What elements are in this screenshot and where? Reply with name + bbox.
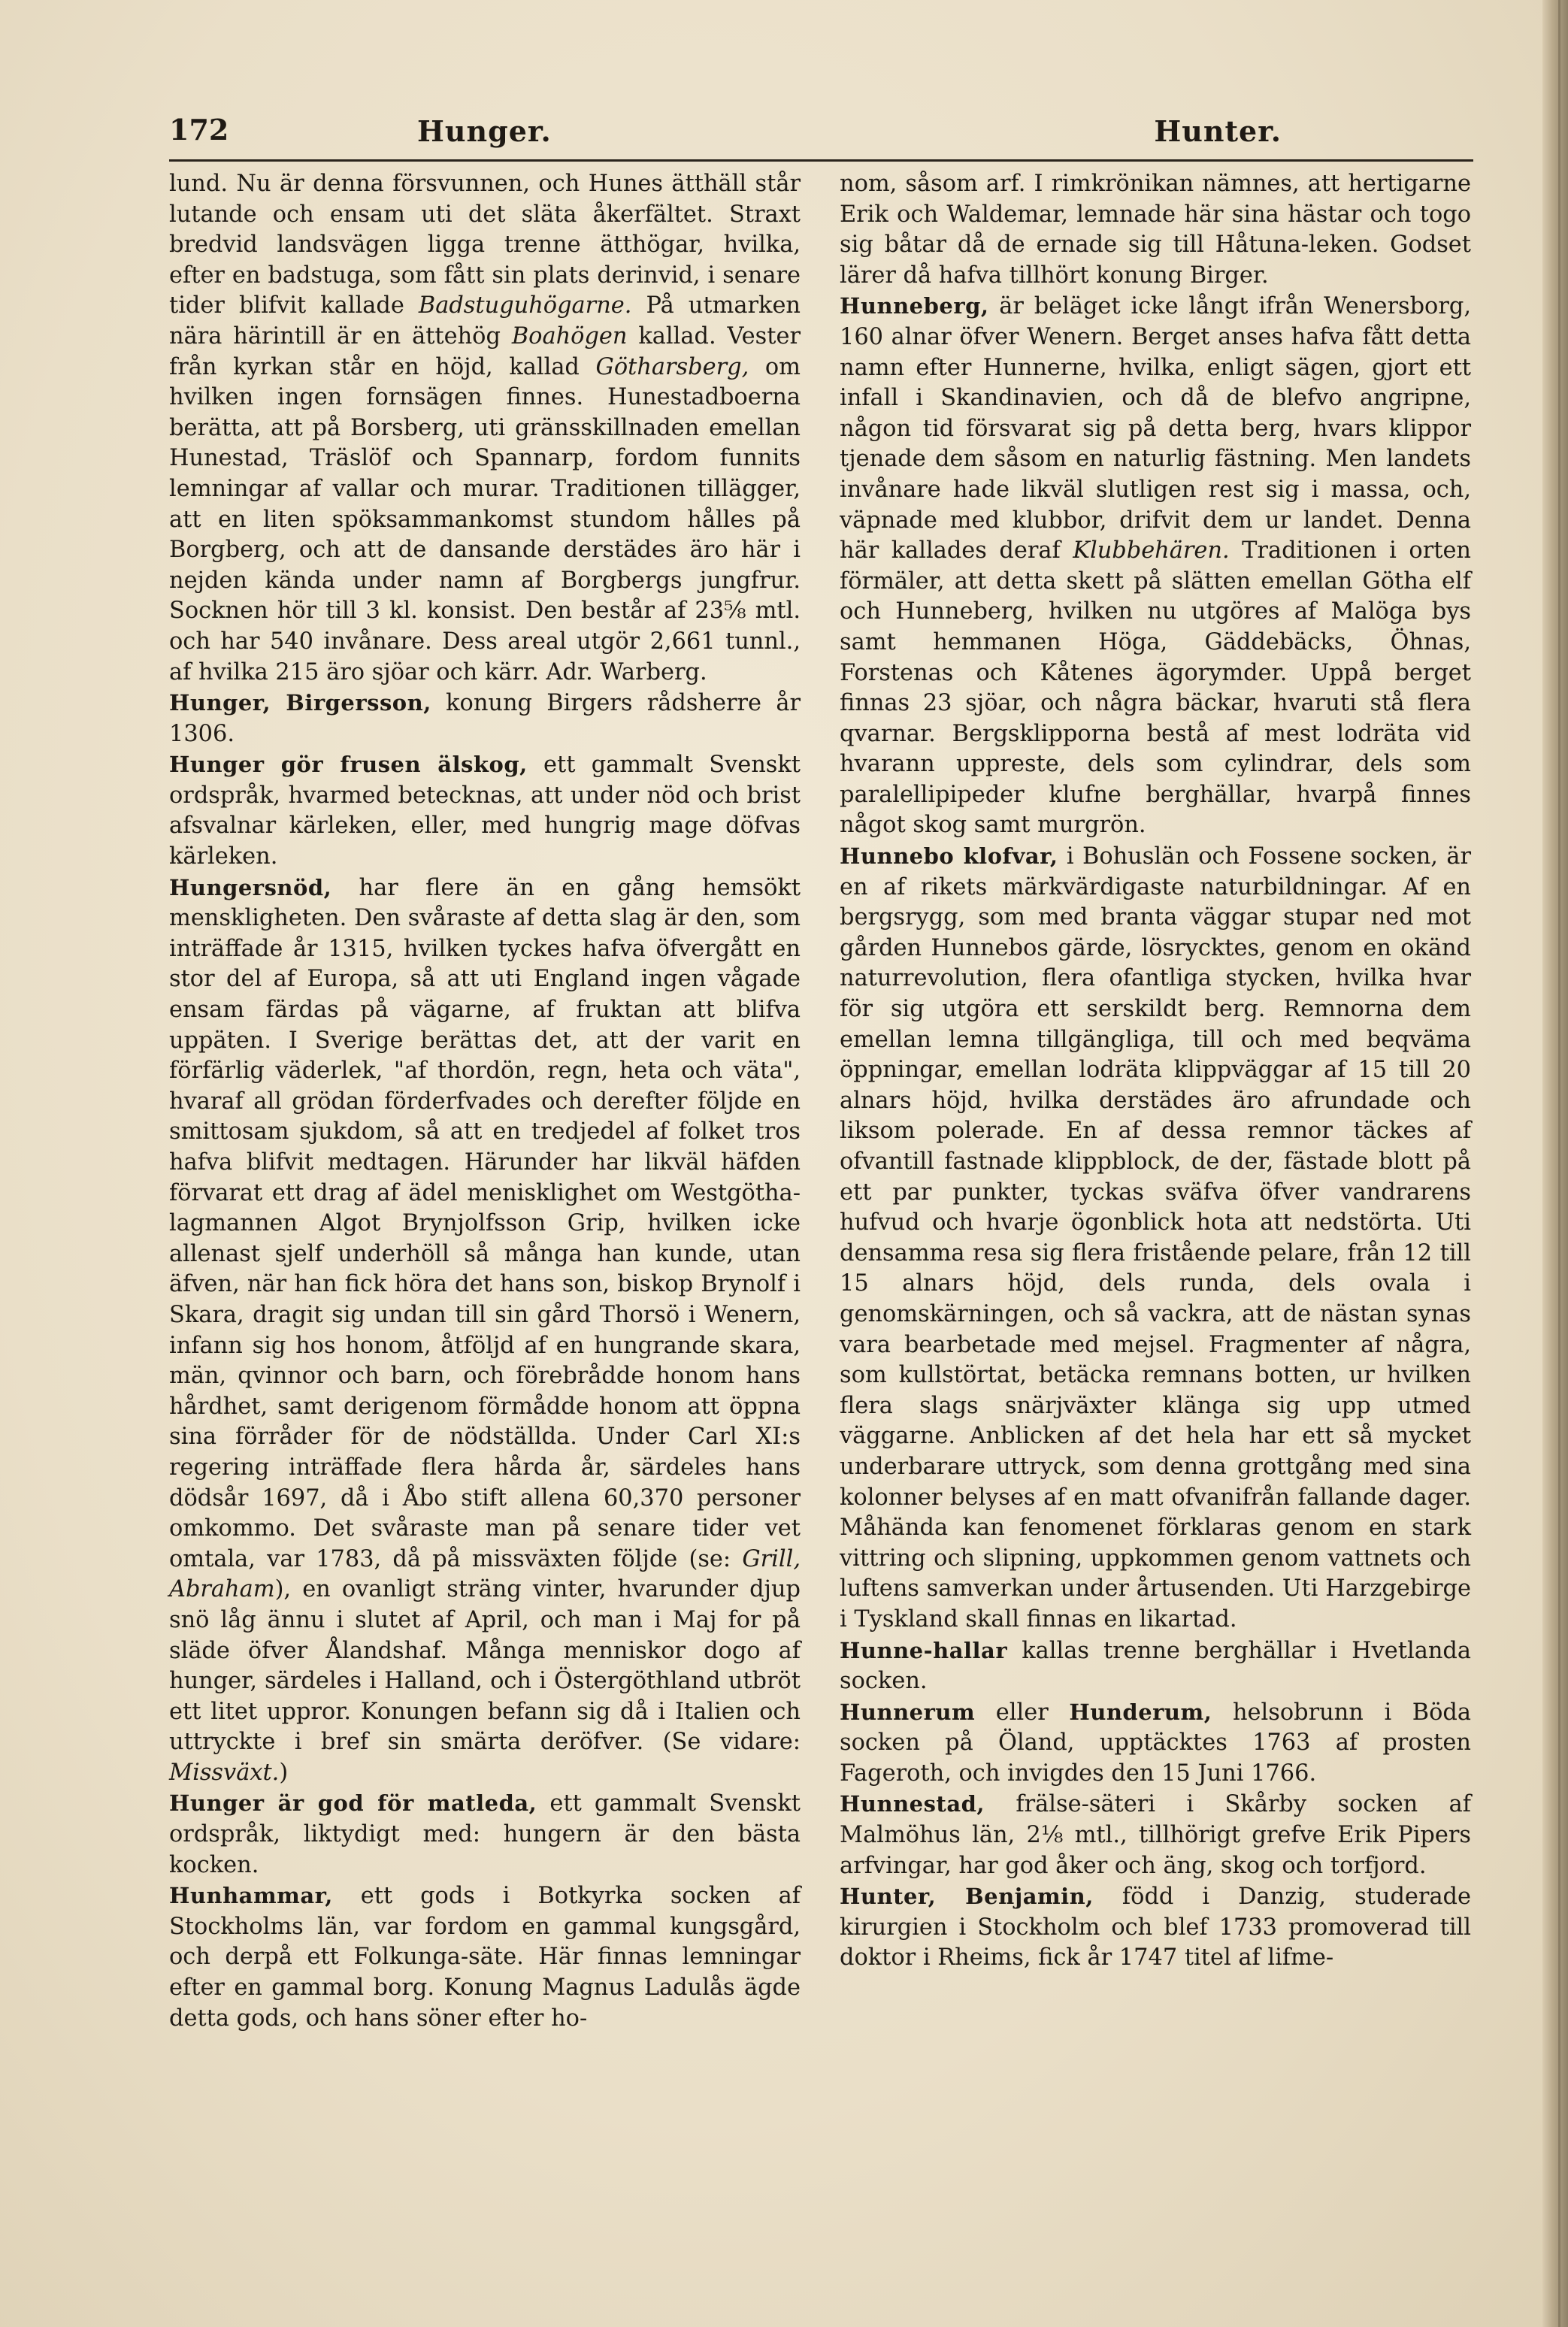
headword: Hunne-hallar <box>840 1637 1008 1663</box>
entry-hunneberg <box>840 291 1471 841</box>
body-text: eller <box>975 1699 1070 1726</box>
headword: Hunger är god för matleda, <box>169 1790 537 1817</box>
italic-text: Badstuguhögarne. <box>418 292 632 319</box>
entry-hunhammar-continued <box>840 169 1471 291</box>
body-text: om hvilken ingen fornsägen finnes. Hunestadboerna berätta, att på Borsberg, uti gränsskillnaden emellan Hunestad, Träslöf och Spannarp, fordom funnits lemningar af vallar och murar. Traditionen tillägger, att en liten spöksammankomst stundom hålles på Borgberg, och att de dansande derstädes äro här i nejden kända under namn af Borgbergs jungfrur. Socknen hör till 3 kl. konsist. Den består af 23⅝ mtl. och har 540 invånare. Dess areal utgör 2,661 tunnl., af hvilka 215 äro sjöar och kärr. Adr. Warberg. <box>169 353 801 685</box>
headword: Hunhammar, <box>169 1883 333 1909</box>
entry-hunhammar <box>169 1881 801 2034</box>
page-edge <box>1542 0 1568 2327</box>
body-text: På utmarken nära härintill är en ättehög <box>169 292 801 350</box>
entry-hunger-gor-frusen-alskog <box>169 749 801 872</box>
headword: Hunter, Benjamin, <box>840 1884 1094 1910</box>
entry-hunne-hallar <box>840 1636 1471 1697</box>
body-text: kallad. Vester från kyrkan står en höjd, kallad <box>169 322 801 380</box>
page-number: 172 <box>169 113 229 147</box>
body-text: frälse-säteri i Skårby socken af Malmöhus län, 2⅛ mtl., tillhörigt grefve Erik Pipers arfvingar, har god åker och äng, skog och torfjord. <box>840 1791 1471 1879</box>
body-text: ett gammalt Svenskt ordspråk, hvarmed betecknas, att under nöd och brist afsvalnar kärleken, eller, med hungrig mage döfvas kärleken. <box>169 752 801 870</box>
body-text: nom, såsom arf. I rimkrönikan nämnes, att hertigarne Erik och Waldemar, lemnade här sina hästar och togo sig båtar då de ernade sig till Håtuna-leken. Godset lärer då hafva tillhört konung Birger. <box>840 171 1471 289</box>
body-text: ett gammalt Svenskt ordspråk, liktydigt med: hungern är den bästa kocken. <box>169 1790 801 1878</box>
body-text: ett gods i Botkyrka socken af Stockholms län, var fordom en gammal kungsgård, och derpå ett Folkunga-säte. Här finnas lemningar efter en gammal borg. Konung Magnus Ladulås ägde detta gods, och hans söner efter ho- <box>169 1883 801 2032</box>
headword: Hunderum, <box>1069 1699 1212 1725</box>
headword: Hunnerum <box>840 1699 976 1725</box>
body-text: kallas trenne berghällar i Hvetlanda socken. <box>840 1637 1471 1695</box>
running-head-left: Hunger. <box>417 114 552 148</box>
entry-hunnerum <box>840 1697 1471 1790</box>
entry-hunter-benjamin <box>840 1881 1471 1974</box>
italic-text: Grill, Abraham <box>169 1545 801 1603</box>
body-text: konung Birgers rådsherre år 1306. <box>169 690 801 747</box>
header-rule <box>169 159 1473 162</box>
right-column <box>840 169 1471 1974</box>
body-text: är beläget icke långt ifrån Wenersborg, 160 alnar öfver Wenern. Berget anses hafva fått detta namn efter Hunnerne, hvilka, enligt sägen, gjort ett infall i Skandinavien, och då de blefvo angripne, någon tid försvarat sig på detta berg, hvars klippor tjenade dem såsom en naturlig fästning. Men landets invånare hade likväl slutligen rest sig i massa, och, väpnade med klubbor, drifvit dem ur landet. Denna här kallades deraf <box>840 293 1471 564</box>
headword: Hunnestad, <box>840 1791 985 1817</box>
italic-text: Missväxt. <box>169 1759 280 1786</box>
running-header <box>169 113 1477 158</box>
body-text: Traditionen i orten förmäler, att detta skett på slätten emellan Götha elf och Hunneberg, hvilken nu utgöres af Malöga bys samt hemmanen Höga, Gäddebäcks, Öhnas, Forstenas och Kåtenes ägorymder. Uppå berget finnas 23 sjöar, och några bäckar, hvaruti stå flera qvarnar. Bergsklipporna bestå af mest lodräta vid hvarann uppreste, dels som cylindrar, dels som paralellipipeder klufne berghällar, hvarpå finnes något skog samt murgrön. <box>840 537 1471 839</box>
italic-text: Boahögen <box>511 322 628 350</box>
body-text: ) <box>279 1759 289 1786</box>
entry-hungersnod <box>169 873 801 1789</box>
entry-hunger-birgersson <box>169 688 801 749</box>
body-text: helsobrunn i Böda socken på Öland, upptäcktes 1763 af prosten Fageroth, och invigdes den 15 Juni 1766. <box>840 1699 1471 1787</box>
body-text: lund. Nu är denna försvunnen, och Hunes ätthäll står lutande och ensam uti det släta åkerfältet. Straxt bredvid landsvägen ligga trenne ätthögar, hvilka, efter en badstuga, som fått sin plats derinvid, i senare tider blifvit kallade <box>169 171 801 319</box>
page-edge-line <box>1558 0 1560 2327</box>
headword: Hungersnöd, <box>169 874 332 900</box>
body-text: ), en ovanligt sträng vinter, hvarunder djup snö låg ännu i slutet af April, och man i Maj for på släde öfver Ålandshaf. Många menniskor dogo af hunger, särdeles i Halland, och i Östergöthland utbröt ett litet uppror. Konungen befann sig då i Italien och uttryckte i bref sin smärta deröfver. (Se vidare: <box>169 1576 801 1756</box>
entry-hunnestad <box>840 1789 1471 1881</box>
entry-hunger-ar-god-for-matleda <box>169 1788 801 1881</box>
headword: Hunneberg, <box>840 293 989 319</box>
headword: Hunger, Birgersson, <box>169 690 431 716</box>
body-text: född i Danzig, studerade kirurgien i Stockholm och blef 1733 promoverad till doktor i Rheims, fick år 1747 titel af lifme- <box>840 1884 1471 1971</box>
italic-text: Klubbehären. <box>1073 537 1230 564</box>
entry-hunnebo-klofvar <box>840 841 1471 1635</box>
headword: Hunger gör frusen älskog, <box>169 752 528 778</box>
italic-text: Götharsberg, <box>595 353 749 380</box>
left-column <box>169 169 801 2034</box>
body-text: i Bohuslän och Fossene socken, är en af rikets märkvärdigaste naturbildningar. Af en bergsrygg, som med branta väggar stupar ned mot gården Hunnebos gärde, lösrycktes, genom en okänd naturrevolution, flera ofantliga stycken, hvilka hvar för sig utgöra ett serskildt berg. Remnorna dem emellan lemna tillgängliga, till och med beqväma öppningar, emellan lodräta klippväggar af 15 till 20 alnars höjd, hvilka derstädes äro afrundade och liksom polerade. En af dessa remnor täckes af ofvantill fastnade klippblock, de der, fästade blott på ett par punkter, tyckas sväfva öfver vandrarens hufvud och hvarje ögonblick hota att nedstörta. Uti densamma resa sig flera fristående pelare, från 12 till 15 alnars höjd, dels runda, dels ovala i genomskärningen, och så vackra, att de nästan synas vara bearbetade med mejsel. Fragmenter af några, som kullstörtat, betäcka remnans botten, ur hvilken flera slags snärjväxter klänga sig upp utmed väggarne. Anblicken af det hela har ett så mycket underbarare uttryck, som denna grottgång med sina kolonner belyses af en matt ofvanifrån fallande dager. Måhända kan fenomenet förklaras genom en stark vittring och slipning, uppkommen genom vattnets och luftens samverkan under årtusenden. Uti Harzgebirge i Tyskland skall finnas en likartad. <box>840 843 1471 1633</box>
headword: Hunnebo klofvar, <box>840 843 1058 870</box>
running-head-right: Hunter. <box>1154 114 1282 148</box>
entry-hunestad-continued <box>169 169 801 688</box>
body-text: har flere än en gång hemsökt menskligheten. Den svåraste af detta slag är den, som inträffade år 1315, hvilken tyckes hafva öfvergått en stor del af Europa, så att uti England ingen vågade ensam färdas på vägarne, af fruktan att blifva uppäten. I Sverige berättas det, att der varit en förfärlig väderlek, "af thordön, regn, heta och väta", hvaraf all grödan förderfvades och derefter följde en smittosam sjukdom, så att en tredjedel af folket tros hafva blifvit medtagen. Härunder har likväl häfden förvarat ett drag af ädel menisklighet om Westgötha-lagmannen Algot Brynjolfsson Grip, hvilken icke allenast sjelf underhöll så många han kunde, utan äfven, när han fick höra det hans son, biskop Brynolf i Skara, dragit sig undan till sin gård Thorsö i Wenern, infann sig hos honom, åtföljd af en hungrande skara, män, qvinnor och barn, och förebrådde honom hans hårdhet, samt derigenom förmådde honom att öppna sina förråder för de nödställda. Under Carl XI:s regering inträffade flera hårda år, särdeles hans dödsår 1697, då i Åbo stift allena 60,370 personer omkommo. Det svåraste man på senare tider vet omtala, var 1783, då på missväxten följde (se: <box>169 874 801 1572</box>
